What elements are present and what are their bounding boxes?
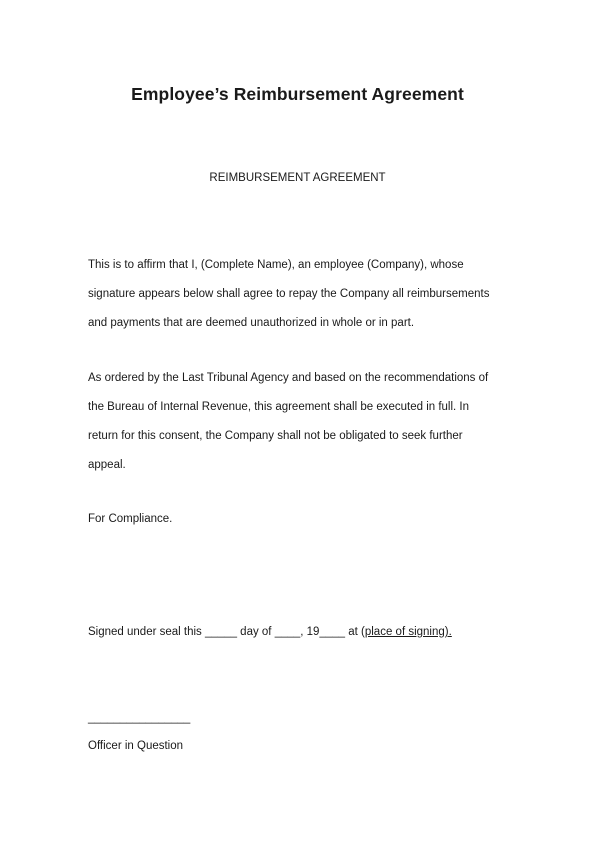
paragraph-line: the Bureau of Internal Revenue, this agreement shall be executed in full. In (88, 401, 470, 413)
paragraph-line: return for this consent, the Company shall not be obligated to seek further (88, 430, 463, 442)
signature-line: ________________ (88, 712, 191, 724)
paragraph-line: appeal. (88, 459, 126, 471)
signed-under-seal-line (88, 626, 452, 638)
affirmation-paragraph (88, 251, 518, 338)
paragraph-line: signature appears below shall agree to repay the Company all reimbursements (88, 288, 490, 300)
execution-paragraph (88, 364, 518, 480)
paragraph-line: This is to affirm that I, (Complete Name), an employee (Company), whose (88, 259, 464, 271)
officer-label: Officer in Question (88, 740, 184, 752)
paragraph-line: and payments that are deemed unauthorized in whole or in part. (88, 317, 415, 329)
paragraph-line: As ordered by the Last Tribunal Agency and based on the recommendations of (88, 372, 489, 384)
compliance-line: For Compliance. (88, 513, 173, 525)
document-title: Employee’s Reimbursement Agreement (131, 84, 464, 104)
signed-prefix: Signed under seal this _____ day of ____, 19____ at ( (88, 626, 365, 638)
document-subtitle: REIMBURSEMENT AGREEMENT (209, 172, 386, 184)
place-of-signing: place of signing). (364, 626, 452, 638)
